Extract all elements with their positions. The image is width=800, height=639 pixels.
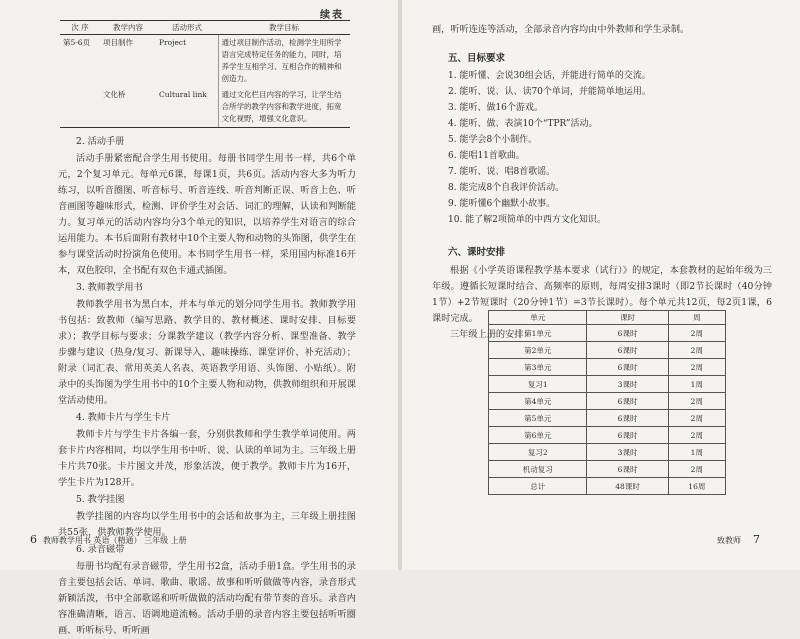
cell-hours: 48课时 (587, 478, 668, 495)
cell-weeks: 2周 (668, 427, 725, 444)
cell-unit: 第2单元 (489, 342, 587, 359)
table-row (489, 359, 726, 376)
table-row (489, 444, 726, 461)
cell-hours: 6课时 (587, 410, 668, 427)
section-heading: 4. 教师卡片与学生卡片 (76, 412, 171, 423)
list-item: 4. 能听、做、表演10个“TPR”活动。 (448, 119, 598, 129)
paragraph: 画，听听连连等活动，全部录音内容均由中外教师和学生录制。 (432, 24, 690, 35)
cell-weeks: 2周 (668, 325, 725, 342)
table-row (60, 87, 350, 128)
cell-weeks: 16周 (668, 478, 725, 495)
section-heading: 6. 录音磁带 (76, 544, 125, 555)
goals-list (448, 68, 651, 228)
cell-weeks: 1周 (668, 444, 725, 461)
cell-goal: 通过项目制作活动，检测学生用所学语言完成特定任务的能力，同时，培养学生互相学习、互相合作的精神和创造力。 (218, 35, 350, 88)
paragraph: 教师教学用书为黑白本，并本与单元的划分同学生用书。教师教学用书包括：致教师（编写思路、教学目的、教材概述、课时安排、目标要求）；教学目标与要求；分课教学建议（教学内容分析、课型准备、教学步骤与建议（热身/复习、新课导入、趣味操练、课堂评价、补充活动）；附录（词汇表、常用英美人名表、英语教学用语、头饰图、小贴纸）。附录中的头饰图为学生用书中的10个主要人物和动物，供教师组织和开展课堂活动使用。 (58, 299, 356, 406)
cell-weeks: 2周 (668, 461, 725, 478)
section-heading: 5. 教学挂图 (76, 494, 125, 505)
header-unit: 单元 (489, 311, 587, 325)
cell-order: 第5-6页 (63, 38, 91, 47)
cell-hours: 6课时 (587, 359, 668, 376)
list-item: 3. 能听、做16个游戏。 (448, 103, 543, 113)
paragraph: 活动手册紧密配合学生用书使用。每册书同学生用书一样，共6个单元，2个复习单元。每单元6课，每课1页，共6页。活动内容大多为听力练习，以听音圈图、听音标号、听音连线、听音判断正误、听音上色、听音画图等趣味形式，检测、评价学生对会话、词汇的理解，认读和判断能力。复习单元的活动内容均分3个单元的知识，以培养学生对语言的综合运用能力。本书后面附有教材中10个主要人物和动物的头饰图，供学生在参与课堂活动时扮演角色使用。本书同学生用书一样，采用国内标准16开本，双色胶印，全书配有双色卡通式插图。 (58, 153, 356, 276)
cell-hours: 6课时 (587, 393, 668, 410)
header-order: 次 序 (60, 21, 100, 35)
running-footer: 教师教学用书 英语（精通） 三年级 上册 (43, 536, 187, 545)
paragraph: 教师卡片与学生卡片各编一套，分别供教师和学生教学单词使用。两套卡片内容相同，均以学生用书中听、说、认读的单词为主。三年级上册卡片共70张。卡片图文并茂，形象活泼，便于教学。教师卡片为16开，学生卡片为128开。 (58, 429, 356, 488)
cell-weeks: 1周 (668, 376, 725, 393)
cell-unit: 总计 (489, 478, 587, 495)
cell-weeks: 2周 (668, 393, 725, 410)
table-row (489, 427, 726, 444)
right-footer (717, 533, 766, 546)
paragraph: 每册书均配有录音磁带，学生用书2盒，活动手册1盒。学生用书的录音主要包括会话、单词、歌曲、歌谣、故事和听听做做等内容，录音形式新颖活泼，书中全部歌谣和听听做做的活动均配有带节奏的音乐。录音内容准确清晰，语言、语调地道流畅。活动手册的录音内容主要包括听听圈画、听听标号、听听画 (58, 561, 356, 636)
cell-hours: 6课时 (587, 427, 668, 444)
header-content: 教学内容 (100, 21, 156, 35)
header-form: 活动形式 (156, 21, 218, 35)
left-footer (30, 533, 187, 546)
schedule-table (488, 310, 726, 495)
cell-content: 文化桥 (100, 87, 156, 128)
cell-content: 项目制作 (103, 38, 133, 47)
left-body-text (58, 133, 356, 639)
cell-hours: 6课时 (587, 342, 668, 359)
table-row (489, 325, 726, 342)
cell-unit: 机动复习 (489, 461, 587, 478)
list-item: 10. 能了解2项简单的中西方文化知识。 (448, 215, 606, 225)
cell-form: Project (159, 38, 187, 47)
paragraph: 教学挂图的内容均以学生用书中的会话和故事为主，三年级上册挂图共55张，供教师教学使用。 (58, 511, 356, 538)
lesson-table-header (60, 21, 350, 35)
cell-hours: 6课时 (587, 461, 668, 478)
table-row-total (489, 478, 726, 495)
table-row (489, 376, 726, 393)
lesson-table (60, 20, 350, 128)
section-heading: 2. 活动手册 (76, 136, 125, 147)
cell-weeks: 2周 (668, 359, 725, 376)
cell-unit: 复习2 (489, 444, 587, 461)
cell-weeks: 2周 (668, 342, 725, 359)
right-page (402, 0, 800, 570)
cell-hours: 6课时 (587, 325, 668, 342)
header-hours: 课时 (587, 311, 668, 325)
cell-goal: 通过文化栏目内容的学习，让学生结合所学的教学内容和教学进度，拓宽文化视野，增强文化意识。 (218, 87, 350, 128)
schedule-table-header (489, 311, 726, 325)
running-footer: 致教师 (717, 536, 741, 545)
table-row (489, 342, 726, 359)
table-row (489, 410, 726, 427)
cell-unit: 第4单元 (489, 393, 587, 410)
page-number: 6 (30, 533, 37, 546)
page-number: 7 (753, 533, 760, 546)
list-item: 1. 能听懂、会说30组会话，并能进行简单的交流。 (448, 71, 651, 81)
header-weeks: 周 (668, 311, 725, 325)
cell-unit: 第5单元 (489, 410, 587, 427)
cell-unit: 复习1 (489, 376, 587, 393)
list-item: 8. 能完成8个自我评价活动。 (448, 183, 565, 193)
list-item: 9. 能听懂6个幽默小故事。 (448, 199, 556, 209)
list-item: 7. 能听、说、唱8首歌谣。 (448, 167, 556, 177)
cell-order (60, 87, 100, 128)
paragraph: 三年级上册的安排： (450, 329, 533, 340)
list-item: 5. 能学会8个小制作。 (448, 135, 538, 145)
continued-text (432, 22, 772, 38)
cell-unit: 第3单元 (489, 359, 587, 376)
section-title-schedule: 六、课时安排 (448, 247, 506, 258)
list-item: 6. 能唱11首歌曲。 (448, 151, 525, 161)
left-page (0, 0, 398, 636)
table-row (60, 35, 350, 88)
section-heading: 3. 教师教学用书 (76, 282, 143, 293)
cell-hours: 3课时 (587, 376, 668, 393)
cell-unit: 第1单元 (489, 325, 587, 342)
section-title-goals: 五、目标要求 (448, 53, 506, 64)
table-row (489, 393, 726, 410)
cell-hours: 3课时 (587, 444, 668, 461)
table-row (489, 461, 726, 478)
cell-unit: 第6单元 (489, 427, 587, 444)
continued-label: 续表 (320, 10, 344, 21)
paragraph: 根据《小学英语课程教学基本要求（试行）》的规定，本套教材的起始年级为三年级。遵循长短课时结合、高频率的原则，每周安排3课时（即2节长课时（40分钟1节）+2节短课时（20分钟1节）=3节长课时）。每个单元共12页，每2页1课，6课时完成。 (432, 265, 772, 324)
header-goal: 教学目标 (218, 21, 350, 35)
cell-form: Cultural link (156, 87, 218, 128)
list-item: 2. 能听、说、认、读70个单词，并能简单地运用。 (448, 87, 651, 97)
cell-weeks: 2周 (668, 410, 725, 427)
